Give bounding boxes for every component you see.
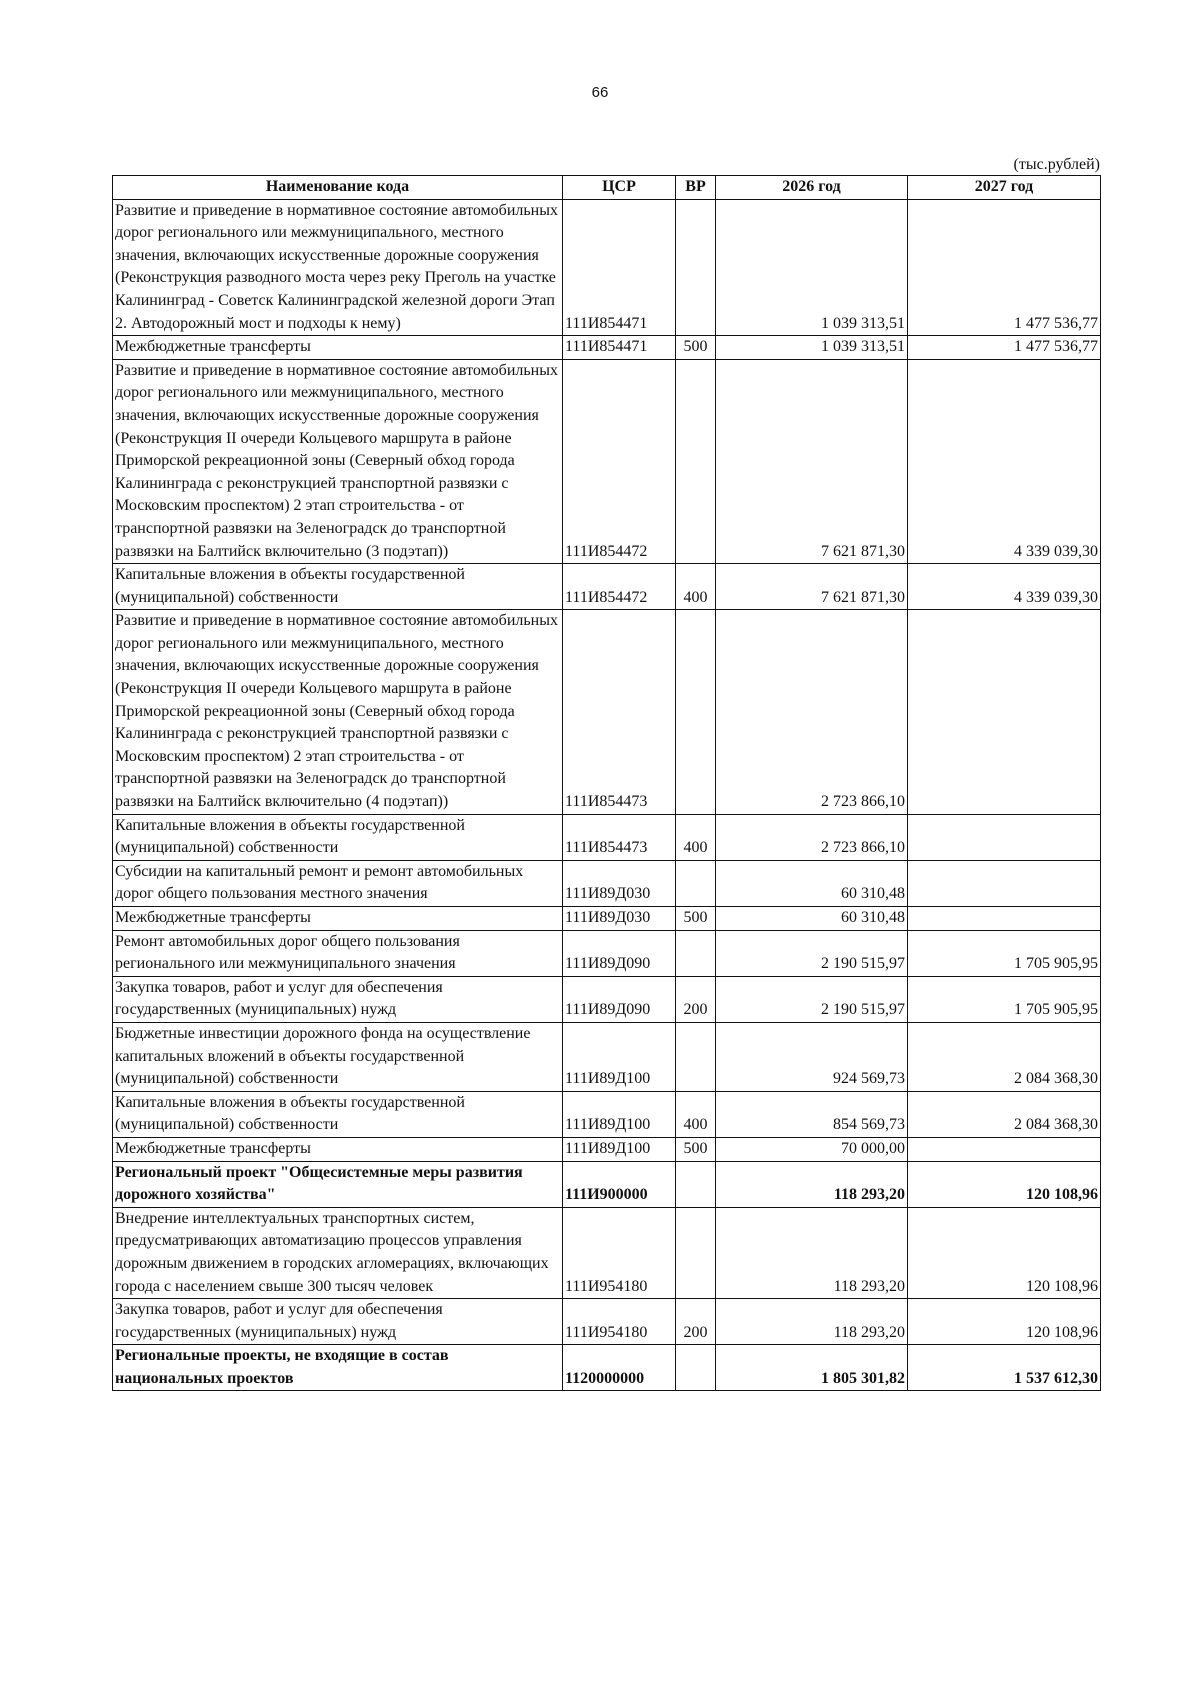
cell-2026: 118 293,20: [716, 1299, 908, 1345]
table-header-row: [113, 176, 1101, 200]
cell-2026: 118 293,20: [716, 1161, 908, 1207]
cell-2027: 120 108,96: [908, 1299, 1101, 1345]
table-row: [113, 359, 1101, 563]
cell-name: Межбюджетные трансферты: [113, 1137, 563, 1161]
cell-name: Региональный проект "Общесистемные меры развития дорожного хозяйства": [113, 1161, 563, 1207]
table-row: [113, 907, 1101, 931]
cell-name: Капитальные вложения в объекты государственной (муниципальной) собственности: [113, 1091, 563, 1137]
table-row: [113, 336, 1101, 360]
cell-vr: [676, 930, 716, 976]
cell-2027: 1 705 905,95: [908, 930, 1101, 976]
table-row: [113, 1022, 1101, 1091]
table-row: [113, 860, 1101, 906]
table-body: [113, 199, 1101, 1391]
header-vr: ВР: [676, 176, 716, 200]
cell-name: Ремонт автомобильных дорог общего пользования регионального или межмуниципального значения: [113, 930, 563, 976]
cell-2026: 7 621 871,30: [716, 564, 908, 610]
cell-name: Закупка товаров, работ и услуг для обеспечения государственных (муниципальных) нужд: [113, 1299, 563, 1345]
cell-2026: 854 569,73: [716, 1091, 908, 1137]
cell-csr: 111И954180: [563, 1299, 676, 1345]
cell-2027: 1 477 536,77: [908, 199, 1101, 336]
cell-vr: 200: [676, 976, 716, 1022]
table-row: [113, 1345, 1101, 1391]
cell-2027: [908, 860, 1101, 906]
cell-vr: 400: [676, 564, 716, 610]
table-row: [113, 814, 1101, 860]
cell-2026: 1 039 313,51: [716, 336, 908, 360]
cell-name: Внедрение интеллектуальных транспортных систем, предусматривающих автоматизацию процессов управления дорожным движением в городских агломерациях, включающих города с населением свыше 300 тысяч человек: [113, 1207, 563, 1298]
cell-2027: 120 108,96: [908, 1207, 1101, 1298]
page-number: 66: [591, 84, 609, 101]
cell-2027: [908, 907, 1101, 931]
cell-csr: 111И854471: [563, 336, 676, 360]
cell-csr: 111И854472: [563, 359, 676, 563]
cell-csr: 111И89Д100: [563, 1022, 676, 1091]
header-2027: 2027 год: [908, 176, 1101, 200]
cell-2027: 2 084 368,30: [908, 1022, 1101, 1091]
cell-csr: 111И954180: [563, 1207, 676, 1298]
cell-2026: 1 805 301,82: [716, 1345, 908, 1391]
cell-name: Капитальные вложения в объекты государственной (муниципальной) собственности: [113, 814, 563, 860]
cell-2027: 4 339 039,30: [908, 564, 1101, 610]
cell-csr: 111И854471: [563, 199, 676, 336]
cell-2026: 924 569,73: [716, 1022, 908, 1091]
cell-2027: 1 705 905,95: [908, 976, 1101, 1022]
cell-csr: 111И89Д030: [563, 907, 676, 931]
cell-csr: 111И854473: [563, 814, 676, 860]
cell-name: Развитие и приведение в нормативное состояние автомобильных дорог регионального или межмуниципального, местного значения, включающих искусственные дорожные сооружения (Реконструкция II очереди Кольцевого маршрута в районе Приморской рекреационной зоны (Северный обход города Калининграда с реконструкцией транспортной развязки с Московским проспектом) 2 этап строительства - от транспортной развязки на Зеленоградск до транспортной развязки на Балтийск включительно (4 подэтап)): [113, 610, 563, 814]
table-row: [113, 564, 1101, 610]
cell-vr: [676, 199, 716, 336]
cell-name: Межбюджетные трансферты: [113, 907, 563, 931]
table-row: [113, 610, 1101, 814]
cell-name: Региональные проекты, не входящие в состав национальных проектов: [113, 1345, 563, 1391]
cell-2027: [908, 814, 1101, 860]
cell-2026: 2 190 515,97: [716, 976, 908, 1022]
cell-vr: 500: [676, 907, 716, 931]
cell-2027: 1 537 612,30: [908, 1345, 1101, 1391]
cell-2026: 60 310,48: [716, 907, 908, 931]
cell-vr: [676, 1345, 716, 1391]
cell-vr: [676, 359, 716, 563]
cell-2026: 2 723 866,10: [716, 610, 908, 814]
cell-csr: 111И89Д090: [563, 930, 676, 976]
cell-2026: 2 723 866,10: [716, 814, 908, 860]
cell-vr: [676, 1207, 716, 1298]
cell-2026: 1 039 313,51: [716, 199, 908, 336]
cell-vr: 400: [676, 814, 716, 860]
cell-2027: 1 477 536,77: [908, 336, 1101, 360]
header-csr: ЦСР: [563, 176, 676, 200]
cell-2027: 120 108,96: [908, 1161, 1101, 1207]
cell-csr: 111И854472: [563, 564, 676, 610]
cell-2026: 118 293,20: [716, 1207, 908, 1298]
cell-name: Закупка товаров, работ и услуг для обеспечения государственных (муниципальных) нужд: [113, 976, 563, 1022]
cell-csr: 111И854473: [563, 610, 676, 814]
cell-vr: [676, 610, 716, 814]
cell-2026: 70 000,00: [716, 1137, 908, 1161]
table-row: [113, 930, 1101, 976]
table-row: [113, 1161, 1101, 1207]
cell-name: Капитальные вложения в объекты государственной (муниципальной) собственности: [113, 564, 563, 610]
cell-csr: 111И89Д090: [563, 976, 676, 1022]
cell-vr: [676, 1161, 716, 1207]
cell-2026: 2 190 515,97: [716, 930, 908, 976]
cell-vr: 500: [676, 1137, 716, 1161]
cell-2026: 7 621 871,30: [716, 359, 908, 563]
cell-csr: 111И89Д100: [563, 1091, 676, 1137]
header-name: Наименование кода: [113, 176, 563, 200]
table-row: [113, 1207, 1101, 1298]
table-row: [113, 1091, 1101, 1137]
cell-name: Межбюджетные трансферты: [113, 336, 563, 360]
units-label: (тыс.рублей): [1013, 156, 1100, 173]
cell-2027: 4 339 039,30: [908, 359, 1101, 563]
cell-2026: 60 310,48: [716, 860, 908, 906]
table-row: [113, 1299, 1101, 1345]
table-row: [113, 976, 1101, 1022]
budget-table: [112, 175, 1101, 1391]
cell-2027: [908, 1137, 1101, 1161]
cell-vr: 200: [676, 1299, 716, 1345]
table-row: [113, 199, 1101, 336]
cell-2027: 2 084 368,30: [908, 1091, 1101, 1137]
cell-name: Бюджетные инвестиции дорожного фонда на осуществление капитальных вложений в объекты государственной (муниципальной) собственности: [113, 1022, 563, 1091]
cell-vr: 400: [676, 1091, 716, 1137]
cell-csr: 111И89Д100: [563, 1137, 676, 1161]
cell-vr: [676, 860, 716, 906]
cell-name: Развитие и приведение в нормативное состояние автомобильных дорог регионального или межмуниципального, местного значения, включающих искусственные дорожные сооружения (Реконструкция II очереди Кольцевого маршрута в районе Приморской рекреационной зоны (Северный обход города Калининграда с реконструкцией транспортной развязки с Московским проспектом) 2 этап строительства - от транспортной развязки на Зеленоградск до транспортной развязки на Балтийск включительно (3 подэтап)): [113, 359, 563, 563]
cell-vr: 500: [676, 336, 716, 360]
cell-csr: 111И900000: [563, 1161, 676, 1207]
cell-name: Развитие и приведение в нормативное состояние автомобильных дорог регионального или межмуниципального, местного значения, включающих искусственные дорожные сооружения (Реконструкция разводного моста через реку Преголь на участке Калининград - Советск Калининградской железной дороги Этап 2. Автодорожный мост и подходы к нему): [113, 199, 563, 336]
header-2026: 2026 год: [716, 176, 908, 200]
table-row: [113, 1137, 1101, 1161]
cell-csr: 111И89Д030: [563, 860, 676, 906]
cell-2027: [908, 610, 1101, 814]
cell-csr: 1120000000: [563, 1345, 676, 1391]
cell-name: Субсидии на капитальный ремонт и ремонт автомобильных дорог общего пользования местного значения: [113, 860, 563, 906]
cell-vr: [676, 1022, 716, 1091]
